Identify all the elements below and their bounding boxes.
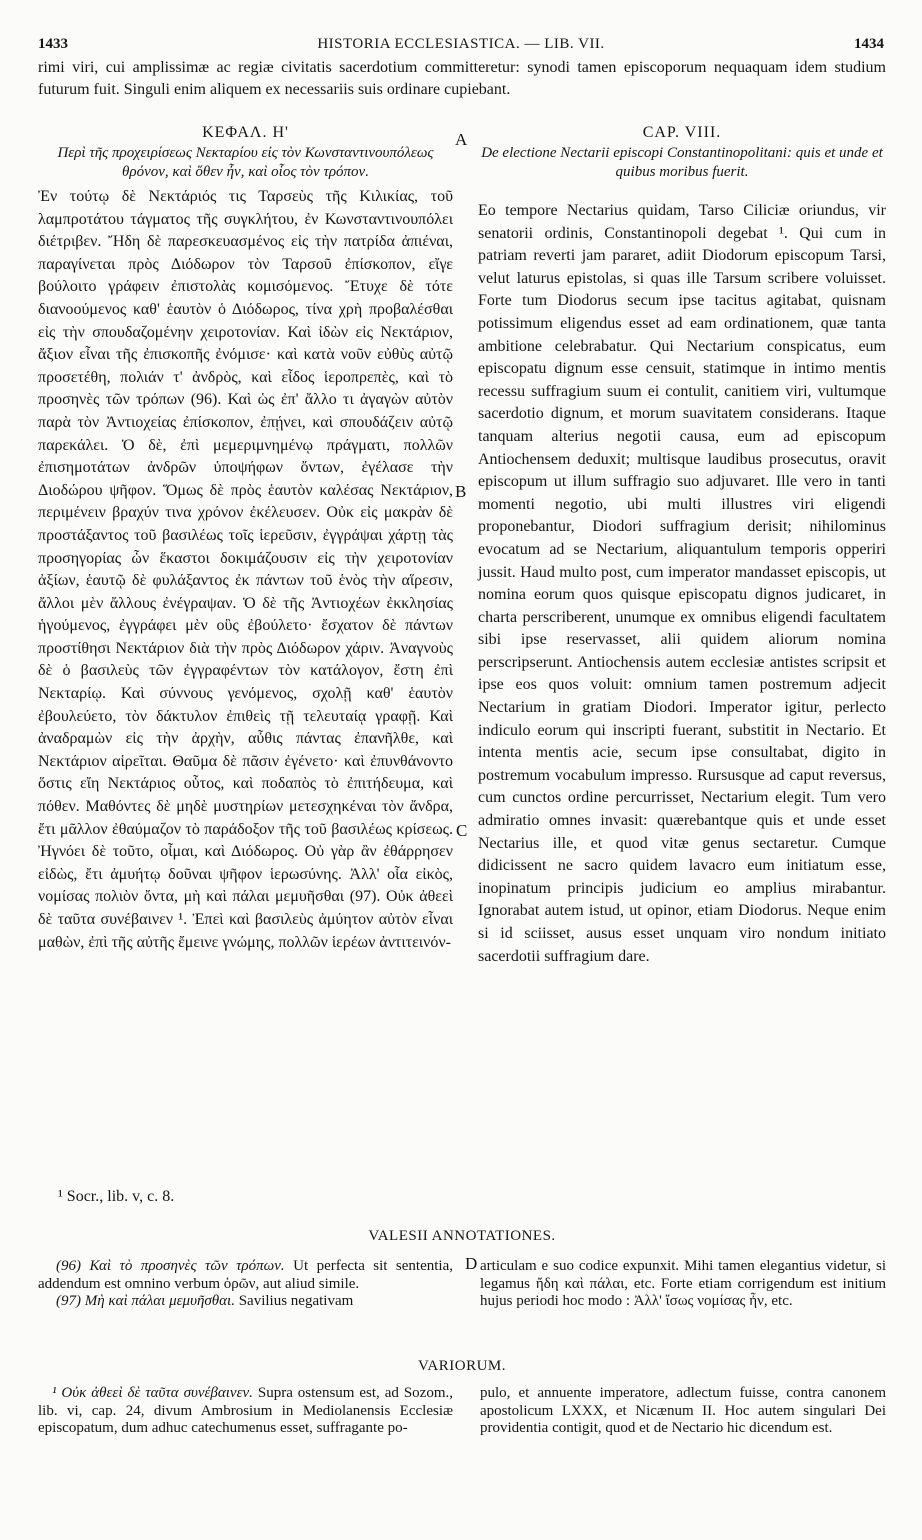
note-96-text: Ut perfecta sit sententia, addendum est omnino verbum ὁρῶν, aut aliud simile. <box>38 1258 453 1292</box>
note-97-lemma: (97) Μὴ καὶ πάλαι μεμυῆσθαι. <box>56 1293 235 1309</box>
running-title: HISTORIA ECCLESIASTICA. — LIB. VII. <box>317 36 605 52</box>
margin-letter-d: D <box>465 1254 478 1273</box>
latin-chapter-heading: CAP. VIII. <box>642 124 722 141</box>
greek-chapter-heading: ΚΕΦΑΛ. Η' <box>202 124 289 141</box>
valesii-notes-right: articulam e suo codice expunxit. Mihi tamen elegantius videtur, si legamus ἤδη καὶ πάλαι, etc. Forte etiam corrigendum est initium hujus periodi hoc modo : Ἀλλ' ἴσως νομίσας ἦν, etc. <box>480 1258 886 1309</box>
latin-column <box>478 122 886 968</box>
greek-column <box>38 122 453 954</box>
variorum-notes-left <box>38 1385 453 1438</box>
margin-letter-c: C <box>456 821 468 840</box>
page-number-right: 1434 <box>854 36 884 52</box>
running-header <box>38 36 884 56</box>
variorum-notes-right: pulo, et annuente imperatore, adlectum fuisse, contra canonem apostolicum LXXX, et Nicænum II. Hoc autem singulari Dei providentia contigit, quod et de Nectario hic dicendum est. <box>480 1385 886 1436</box>
page-number-left: 1433 <box>38 36 68 52</box>
footnote: ¹ Socr., lib. v, c. 8. <box>58 1188 175 1205</box>
variorum-heading: VARIORUM. <box>418 1358 506 1374</box>
note-97-text: Savilius negativam <box>238 1293 354 1309</box>
latin-chapter-subtitle: De electione Nectarii episcopi Constantinopolitani: quis et unde et quibus moribus fuerit. <box>481 145 883 180</box>
valesii-heading: VALESII ANNOTATIONES. <box>368 1228 556 1244</box>
margin-letter-a: A <box>455 130 468 149</box>
variorum-left-text: Supra ostensum est, ad Sozom., lib. vi, cap. 24, divum Ambrosium in Mediolanensis Ecclesiæ episcopatum, dum adhuc catechumenus esset, suffragante po- <box>38 1385 453 1436</box>
note-96-lemma: (96) Καὶ τὸ προσηνὲς τῶν τρόπων. <box>56 1258 285 1274</box>
intro-text: rimi viri, cui amplissimæ ac regiæ civitatis sacerdotium committeretur: synodi tamen episcoporum nequaquam idem studium futurum fuit. Singuli enim aliquem ex necessariis suis ordinare cupiebant. <box>38 59 886 98</box>
latin-body-text: Eo tempore Nectarius quidam, Tarso Ciliciæ oriundus, vir senatorii ordinis, Constantinopoli degebat ¹. Qui cum in patriam reverti jam pararet, adiit Diodorum episcopum Tarsi, velut laturus epistolas, si quas ille Tarsum scribere voluisset. Forte tum Diodorus secum ipse tacitus agitabat, quisnam potissimum eligendus esset ad eam ordinationem, quæ tanta ambitione celebrabatur. Qui Nectarium conspicatus, eum episcopatu dignum esse censuit, statimque in intimo mentis recessu suffragium suum ei contulit, canitiem viri, vultumque sacerdotio dignum, et morum suavitatem considerans. Itaque tanquam alterius negotii causa, eum ad episcopum Antiochensem deduxit; multisque laudibus prosecutus, oravit episcopum ut illum suffragio suo adjuvaret. Ille vero in tanti momenti negotio, ubi multi illustres viri eligendi proponebantur, Diodori suffragium derisit; nihilominus evocatum ad se Nectarium, aliquantulum temporis opperiri jussit. Haud multo post, cum imperator mandasset episcopis, ut nomina eorum quos quisque episcopatu dignos judicaret, in charta perscriberent, unumque ex omnibus eligendi facultatem sibi ipse reservasset, alii quidem aliorum nomina perscripserunt. Antiochensis autem ecclesiæ antistes scripsit et ipse eos quos voluit: omnium tamen postremum adjecit Nectarium in gratiam Diodori. Imperator igitur, perlecto indiculo eorum qui inscripti fuerant, substitit in Nectario. Et intenta mentis acie, secum ipse consultabat, digito in postremum vocabulum impresso. Rursusque ad caput reversus, cum cunctos ordine percurrisset, Nectarium elegit. Tum vero admiratio omnes invasit: quærebantque quis et unde esset Nectarius ille, et quod vitæ genus sectaretur. Cumque didicissent ne sacro quidem lavacro eum initiatum esse, inopinatum principis judicium eo amplius mirabantur. Ignorabat autem istud, ut opinor, etiam Diodorus. Neque enim si id sciisset, ausus esset unquam viro nondum initiato sacerdotii suffragium dare. <box>478 202 886 965</box>
greek-chapter-subtitle: Περὶ τῆς προχειρίσεως Νεκταρίου εἰς τὸν Κωνσταντινουπόλεως θρόνον, καὶ ὅθεν ἦν, καὶ οἷος τὸν τρόπον. <box>57 145 434 180</box>
greek-body-text: Ἐν τούτῳ δὲ Νεκτάριός τις Ταρσεὺς τῆς Κιλικίας, τοῦ λαμπροτάτου τάγματος τῆς συγκλήτου, ἐν Κωνσταντινουπόλει διέτριβεν. Ἤδη δὲ παρεσκευασμένος εἰς τὴν πατρίδα ἀπιέναι, παραγίνεται πρὸς Διόδωρον τὸν Ταρσοῦ ἐπίσκοπον, εἴγε βούλοιτο γράφειν ἐπιστολὰς κομισόμενος. Ἔτυχε δὲ τότε διανοούμενος καθ' ἑαυτὸν ὁ Διόδωρος, τίνα χρὴ προβαλέσθαι εἰς τὴν σπουδαζομένην χειροτονίαν. Καὶ ἰδὼν εἰς Νεκτάριον, ἄξιον εἶναι τῆς ἐπισκοπῆς ἐνόμισε· καὶ κατὰ νοῦν εὐθὺς αὐτῷ προσετέθη, πολιάν τ' ἀνδρὸς, καὶ εἶδος ἱεροπρεπὲς, καὶ τὸ προσηνὲς τῶν τρόπων (96). Καὶ ὡς ἐπ' ἄλλο τι ἀγαγὼν αὐτὸν παρὰ τὸν Ἀντιοχείας ἐπίσκοπον, ἐπῄνει, καὶ σπουδάζειν αὐτῷ παρεκάλει. Ὁ δὲ, ἐπὶ μεμεριμνημένῳ πράγματι, πολλῶν ἐπισημοτάτων ἀνδρῶν ὑποψήφων ὄντων, ἐγέλασε τὴν Διοδώρου ψῆφον. Ὅμως δὲ πρὸς ἑαυτὸν καλέσας Νεκτάριον, περιμένειν βραχύν τινα χρόνον ἐκέλευσεν. Οὐκ εἰς μακρὰν δὲ προστάξαντος τοῦ βασιλέως τοῖς ἱερεῦσιν, ἐγγράψαι χάρτῃ τὰς προσηγορίας ὧν ἕκαστοι δοκιμάζουσιν εἰς τὴν χειροτονίαν ἀξίων, ἑαυτῷ δὲ φυλάξαντος ἐκ πάντων τοῦ ἑνὸς τὴν αἵρεσιν, ἄλλοι μὲν ἄλλους ἐνέγραψαν. Ὁ δὲ τῆς Ἀντιοχέων ἐκκλησίας ἡγούμενος, ἐγγράφει μὲν οὓς ἐβούλετο· ἔσχατον δὲ πάντων προστίθησι Νεκτάριον διὰ τὴν πρὸς Διόδωρον χάριν. Ἀναγνοὺς δὲ ὁ βασιλεὺς τῶν ἐγγραφέντων τὸν κατάλογον, ἔστη ἐπὶ Νεκταρίῳ. Καὶ σύννους γενόμενος, σχολῇ καθ' ἑαυτὸν ἐβουλεύετο, τὸν δάκτυλον ἐπιθεὶς τῇ τελευταίᾳ γραφῇ. Καὶ ἀναδραμὼν εἰς τὴν ἀρχὴν, αὖθις πάντας ἐπανῆλθε, καὶ Νεκτάριον αἱρεῖται. Θαῦμα δὲ πᾶσιν ἐγένετο· καὶ ἐπυνθάνοντο ὅστις εἴη Νεκτάριος οὗτος, καὶ ποδαπὸς τὸ ἐπιτήδευμα, καὶ πόθεν. Μαθόντες δὲ μηδὲ μυστηρίων μετεσχηκέναι τὸν ἄνδρα, ἔτι μᾶλλον ἐθαύμαζον τὸ παράδοξον τῆς τοῦ βασιλέως κρίσεως. Ἠγνόει δὲ τοῦτο, οἶμαι, καὶ Διόδωρος. Οὐ γὰρ ἂν ἐθάρρησεν εἰδὼς, ἔτι ἀμυήτῳ δοῦναι ψῆφον ἱερωσύνης. Ἀλλ' οἷα εἰκὸς, νομίσας πολιὸν ὄντα, μὴ καὶ πάλαι μεμυῆσθαι (97). Οὐκ ἀθεεὶ δὲ ταῦτα συνέβαινεν ¹. Ἐπεὶ καὶ βασιλεὺς ἀμύητον αὐτὸν εἶναι μαθὼν, ἐπὶ τῆς αὐτῆς ἔμεινε γνώμης, πολλῶν ἱερέων ἀντιτεινόν- <box>38 188 453 951</box>
variorum-lemma: ¹ Οὐκ ἀθεεὶ δὲ ταῦτα συνέβαινεν. <box>52 1385 253 1401</box>
valesii-notes-left <box>38 1258 453 1311</box>
margin-letter-b: B <box>455 482 467 501</box>
